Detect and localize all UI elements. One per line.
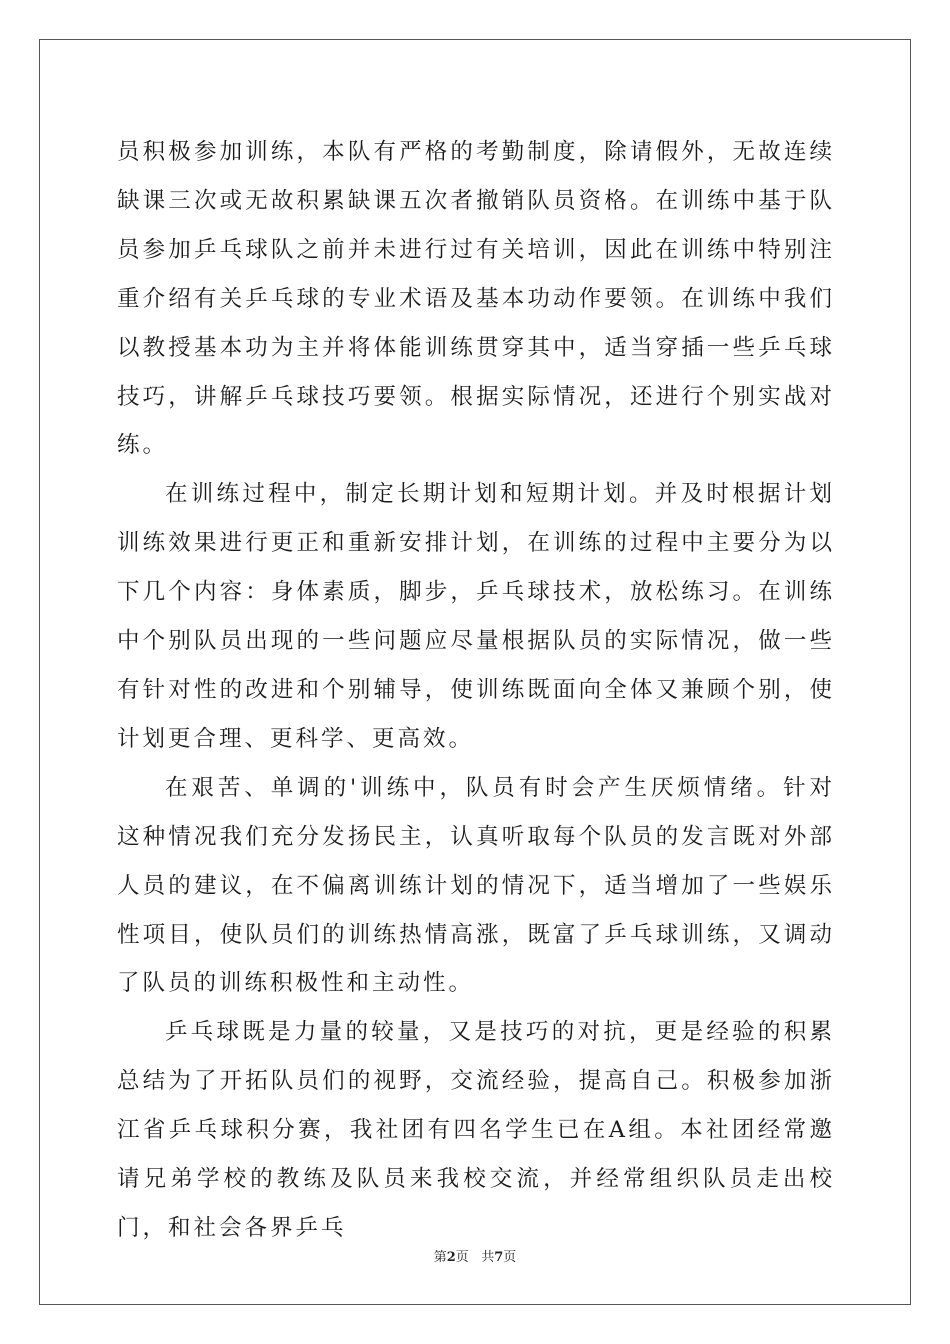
total-pages: 7 <box>494 1250 504 1265</box>
paragraph-1: 员积极参加训练，本队有严格的考勤制度，除请假外，无故连续缺课三次或无故积累缺课五次者撤销队员资格。在训练中基于队员参加乒乓球队之前并未进行过有关培训，因此在训练中特别注重介绍有关乒乓球的专业术语及基本功动作要领。在训练中我们以教授基本功为主并将体能训练贯穿其中，适当穿插一些乒乓球技巧，讲解乒乓球技巧要领。根据实际情况，还进行个别实战对练。 <box>117 139 835 459</box>
total-suffix: 页 <box>503 1250 517 1265</box>
paragraph-3: 在艰苦、单调的'训练中，队员有时会产生厌烦情绪。针对这种情况我们充分发扬民主，认真听取每个队员的发言既对外部人员的建议，在不偏离训练计划的情况下，适当增加了一些娱乐性项目，使队员们的训练热情高涨，既富了乒乓球训练，又调动了队员的训练积极性和主动性。 <box>117 774 835 997</box>
page-number: 2 <box>446 1250 456 1265</box>
total-prefix: 共 <box>481 1250 495 1265</box>
document-body <box>117 128 835 1253</box>
paragraph-2: 在训练过程中，制定长期计划和短期计划。并及时根据计划训练效果进行更正和重新安排计划，在训练的过程中主要分为以下几个内容：身体素质，脚步，乒乓球技术，放松练习。在训练中个别队员出现的一些问题应尽量根据队员的实际情况，做一些有针对性的改进和个别辅导，使训练既面向全体又兼顾个别，使计划更合理、更科学、更高效。 <box>117 481 835 752</box>
page-footer <box>0 1246 950 1265</box>
paragraph-4: 乒乓球既是力量的较量，又是技巧的对抗，更是经验的积累总结为了开拓队员们的视野，交流经验，提高自己。积极参加浙江省乒乓球积分赛，我社团有四名学生已在A组。本社团经常邀请兄弟学校的教练及队员来我校交流，并经常组织队员走出校门，和社会各界乒乓 <box>117 1019 835 1241</box>
page-prefix: 第 <box>433 1250 447 1265</box>
page-suffix: 页 <box>455 1250 469 1265</box>
